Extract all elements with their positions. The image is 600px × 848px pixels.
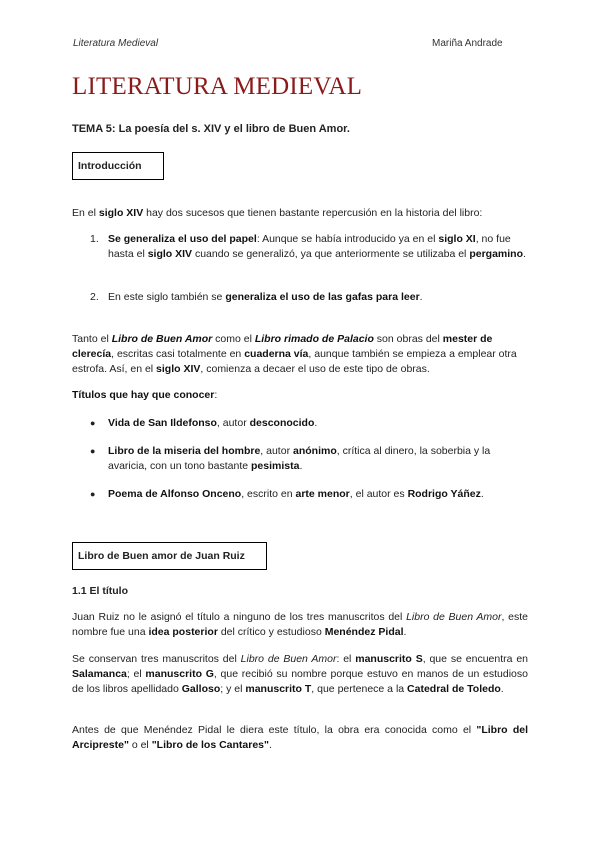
list-item: Vida de San Ildefonso, autor desconocido. <box>108 417 318 429</box>
bullet-icon: ● <box>90 446 96 456</box>
titles-heading: Títulos que hay que conocer: <box>72 389 218 401</box>
header-left: Literatura Medieval <box>73 38 159 49</box>
list-item-2: En este siglo también se generaliza el uso de las gafas para leer. <box>108 291 423 303</box>
header-right: Mariña Andrade <box>432 38 503 49</box>
paragraph-previous-names: Antes de que Menéndez Pidal le diera este título, la obra era conocida como el "Libro del Arcipreste" o el "Libro de los Cantares". <box>72 724 528 751</box>
bullet-icon: ● <box>90 489 96 499</box>
intro-paragraph: En el siglo XIV hay dos sucesos que tienen bastante repercusión en la historia del libro: <box>72 207 483 219</box>
section-box: Libro de Buen amor de Juan Ruiz <box>72 542 267 570</box>
section-heading: 1.1 El título <box>72 585 129 597</box>
topic-heading: TEMA 5: La poesía del s. XIV y el libro de Buen Amor. <box>72 123 350 135</box>
list-item: Poema de Alfonso Onceno, escrito en arte menor, el autor es Rodrigo Yáñez. <box>108 488 484 500</box>
list-number-1: 1. <box>90 233 99 245</box>
paragraph-manuscripts: Se conservan tres manuscritos del Libro de Buen Amor: el manuscrito S, que se encuentra en Salamanca; el manuscrito G, que recibió su nombre porque estuvo en manos de un estudioso de los libros apellidado Galloso; y el manuscrito T, que pertenece a la Catedral de Toledo. <box>72 653 528 695</box>
page-title: LITERATURA MEDIEVAL <box>72 73 363 100</box>
bullet-icon: ● <box>90 418 96 428</box>
list-number-2: 2. <box>90 291 99 303</box>
paragraph-title-origin: Juan Ruiz no le asignó el título a ninguno de los tres manuscritos del Libro de Buen Amor, este nombre fue una idea posterior del crítico y estudioso Menéndez Pidal. <box>72 611 528 638</box>
list-item-1: Se generaliza el uso del papel: Aunque se había introducido ya en el siglo XI, no fue hasta el siglo XIV cuando se generalizó, ya que anteriormente se utilizaba el pergamino. <box>108 233 526 260</box>
introduction-box: Introducción <box>72 152 164 180</box>
list-item: Libro de la miseria del hombre, autor anónimo, crítica al dinero, la soberbia y la avaricia, con un tono bastante pesimista. <box>108 445 491 472</box>
tanto-paragraph: Tanto el Libro de Buen Amor como el Libro rimado de Palacio son obras del mester de clerecía, escritas casi totalmente en cuaderna vía, aunque también se empieza a emplear otra estrofa. Así, en el siglo XIV, comienza a decaer el uso de este tipo de obras. <box>72 333 517 375</box>
